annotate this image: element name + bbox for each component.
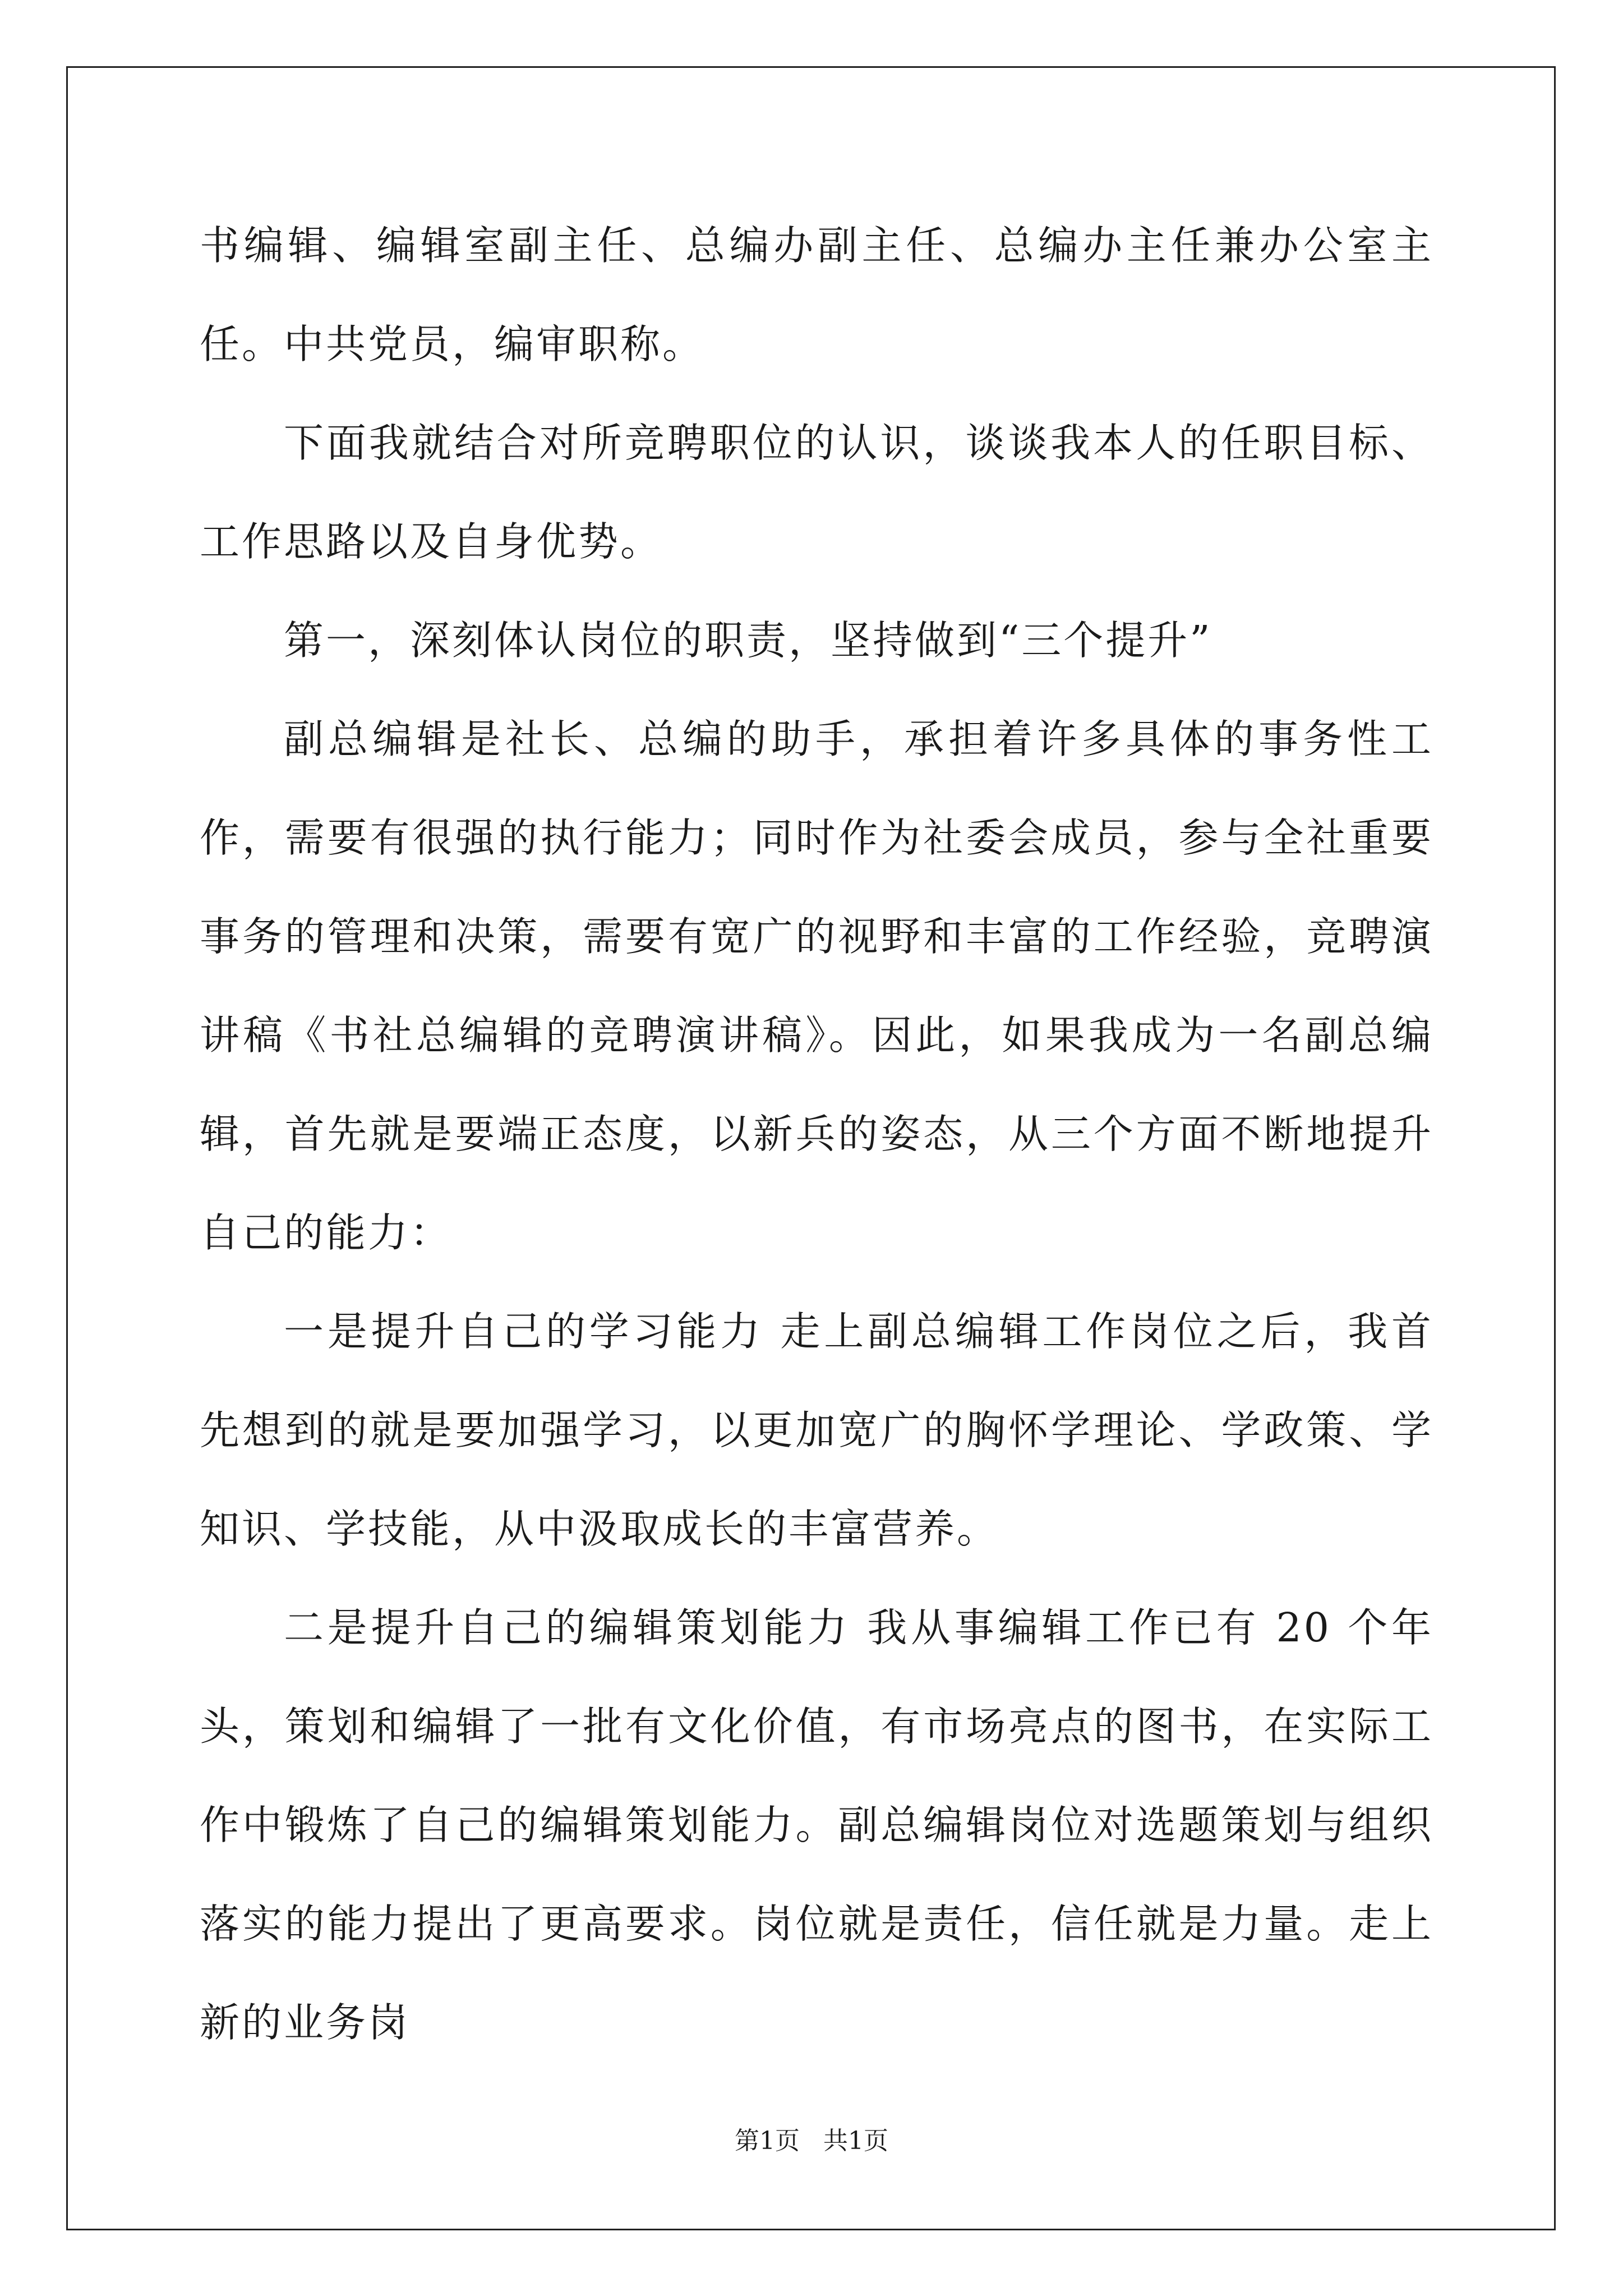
paragraph-5: 一是提升自己的学习能力 走上副总编辑工作岗位之后，我首先想到的就是要加强学习，以更加宽广的胸怀学理论、学政策、学知识、学技能，从中汲取成长的丰富营养。 (200, 1308, 1433, 1552)
paragraph-2: 下面我就结合对所竞聘职位的认识，谈谈我本人的任职目标、工作思路以及自身优势。 (200, 420, 1433, 565)
document-body (200, 196, 1433, 2072)
paragraph-6: 二是提升自己的编辑策划能力 我从事编辑工作已有 20 个年头，策划和编辑了一批有文化价值，有市场亮点的图书，在实际工作中锻炼了自己的编辑策划能力。副总编辑岗位对选题策划与组织落实的能力提出了更高要求。岗位就是责任，信任就是力量。走上新的业务岗 (200, 1604, 1433, 2046)
paragraph-4: 副总编辑是社长、总编的助手，承担着许多具体的事务性工作，需要有很强的执行能力；同时作为社委会成员，参与全社重要事务的管理和决策，需要有宽广的视野和丰富的工作经验，竞聘演讲稿《书社总编辑的竞聘演讲稿》。因此，如果我成为一名副总编辑，首先就是要端正态度，以新兵的姿态，从三个方面不断地提升自己的能力： (200, 716, 1433, 1256)
paragraph-3-heading: 第一，深刻体认岗位的职责，坚持做到“三个提升” (284, 617, 1212, 664)
page-number-footer: 第1页 共1页 (735, 2127, 888, 2155)
paragraph-1: 书编辑、编辑室副主任、总编办副主任、总编办主任兼办公室主任。中共党员，编审职称。 (200, 222, 1433, 367)
